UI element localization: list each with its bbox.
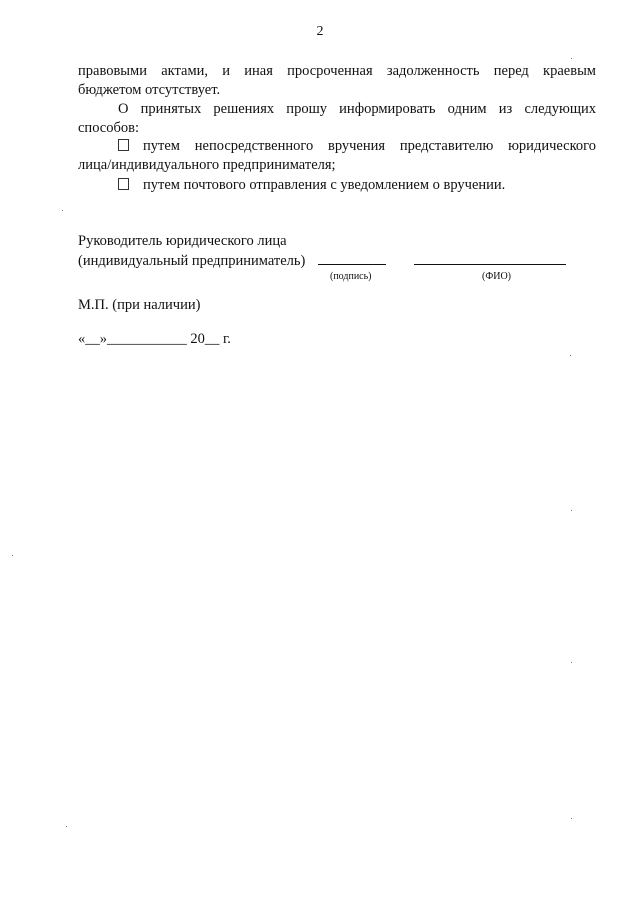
scan-speck (62, 210, 63, 211)
scan-speck (66, 826, 67, 827)
scan-speck (571, 510, 572, 511)
date-line[interactable]: «__»___________ 20__ г. (78, 331, 231, 347)
scan-speck (12, 555, 13, 556)
option-postal-delivery[interactable] (118, 176, 596, 195)
scan-speck (571, 58, 572, 59)
paragraph-line: правовыми актами, и иная просроченная задолженность перед краевым (78, 63, 596, 79)
paragraph-line: О принятых решениях прошу информировать одним из следующих (118, 101, 596, 117)
signature-line[interactable] (318, 264, 386, 265)
paragraph-line: лица/индивидуального предпринимателя; (78, 157, 336, 173)
fio-line[interactable] (414, 264, 566, 265)
head-title-line: Руководитель юридического лица (78, 233, 287, 249)
option-direct-delivery[interactable] (118, 137, 596, 156)
fio-caption: (ФИО) (482, 271, 512, 282)
scan-speck (571, 662, 572, 663)
option-label: путем непосредственного вручения представителю юридического (143, 138, 596, 154)
page-number: 2 (316, 24, 324, 39)
head-title-line: (индивидуальный предприниматель) (78, 253, 306, 269)
checkbox-icon[interactable] (118, 139, 129, 151)
paragraph-line: способов: (78, 120, 139, 136)
paragraph-line: бюджетом отсутствует. (78, 82, 221, 98)
signature-caption: (подпись) (330, 271, 372, 282)
stamp-label: М.П. (при наличии) (78, 297, 201, 313)
scan-speck (571, 818, 572, 819)
option-label: путем почтового отправления с уведомлением о вручении. (143, 177, 506, 193)
checkbox-icon[interactable] (118, 178, 129, 190)
scan-speck (570, 355, 571, 356)
